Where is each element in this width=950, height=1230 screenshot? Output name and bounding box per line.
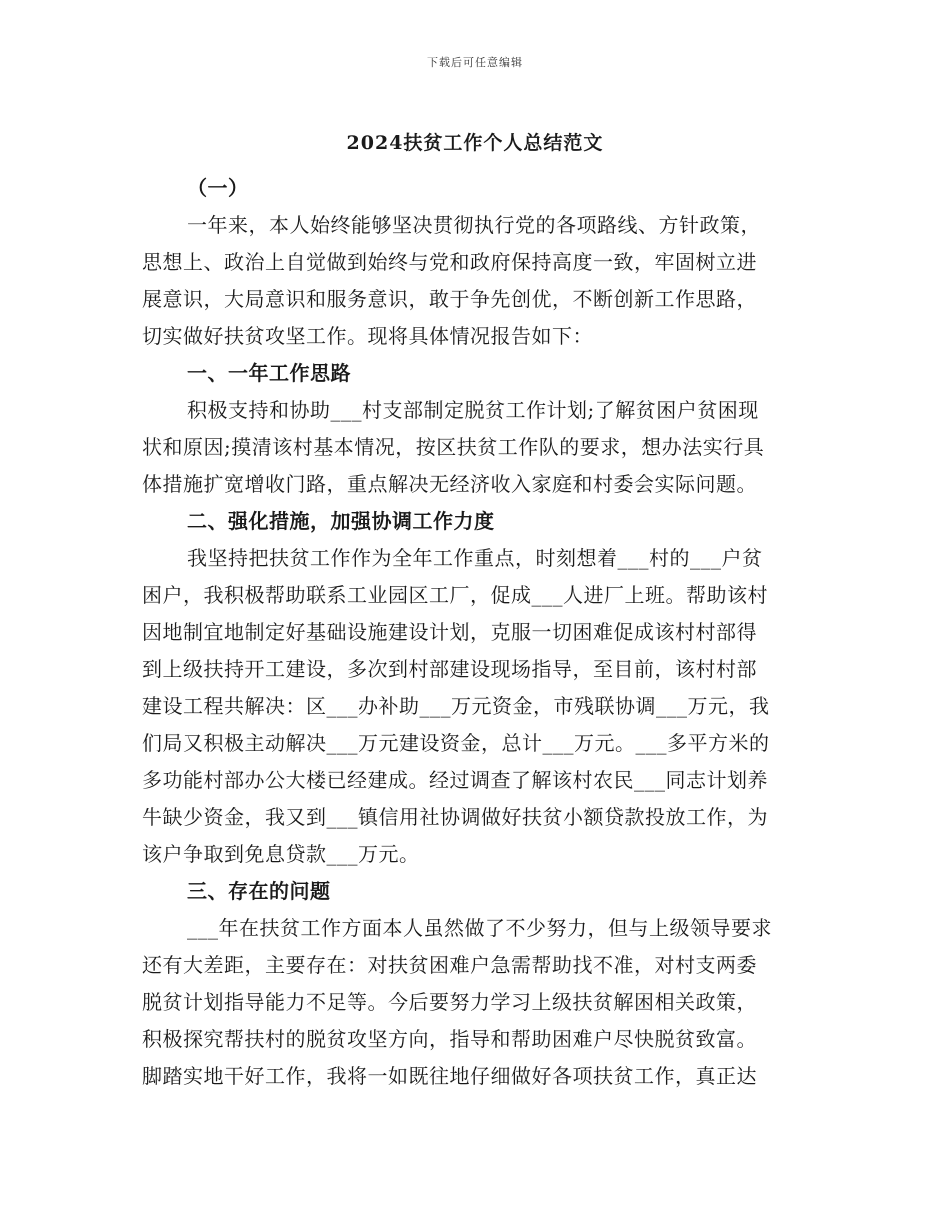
section-heading-2: 二、强化措施，加强协调工作力度 (187, 509, 495, 533)
paragraph-line: 展意识，大局意识和服务意识，敢于争先创优，不断创新工作思路， (142, 287, 757, 311)
paragraph-line: 积极支持和协助___村支部制定脱贫工作计划;了解贫困户贫困现 (187, 398, 759, 422)
paragraph-line: 多功能村部办公大楼已经建成。经过调查了解该村农民___同志计划养 (142, 768, 768, 792)
section-heading-one-paren: （一） (187, 176, 249, 200)
header-note: 下载后可任意编辑 (427, 56, 523, 69)
paragraph-line: 还有大差距，主要存在：对扶贫困难户急需帮助找不准，对村支两委 (142, 953, 757, 977)
section-heading-1: 一、一年工作思路 (187, 361, 351, 385)
paragraph-line: 体措施扩宽增收门路，重点解决无经济收入家庭和村委会实际问题。 (142, 472, 757, 496)
paragraph-line: 们局又积极主动解决___万元建设资金，总计___万元。___多平方米的 (142, 731, 770, 755)
paragraph-line: 思想上、政治上自觉做到始终与党和政府保持高度一致，牢固树立进 (142, 250, 757, 274)
document-title: 2024扶贫工作个人总结范文 (346, 132, 604, 154)
paragraph-line: 脱贫计划指导能力不足等。今后要努力学习上级扶贫解困相关政策， (142, 990, 757, 1014)
paragraph-line: 切实做好扶贫攻坚工作。现将具体情况报告如下： (142, 324, 593, 348)
document-body (142, 170, 812, 1095)
paragraph-line: 到上级扶持开工建设，多次到村部建设现场指导，至目前，该村村部 (142, 657, 757, 681)
paragraph-line: 因地制宜地制定好基础设施建设计划，克服一切困难促成该村村部得 (142, 620, 757, 644)
paragraph-line: 积极探究帮扶村的脱贫攻坚方向，指导和帮助困难户尽快脱贫致富。 (142, 1027, 757, 1051)
paragraph-line: 脚踏实地干好工作，我将一如既往地仔细做好各项扶贫工作，真正达 (142, 1064, 757, 1088)
paragraph-line: ___年在扶贫工作方面本人虽然做了不少努力，但与上级领导要求 (187, 916, 772, 940)
paragraph-line: 困户，我积极帮助联系工业园区工厂，促成___人进厂上班。帮助该村 (142, 583, 768, 607)
paragraph-line: 牛缺少资金，我又到___镇信用社协调做好扶贫小额贷款投放工作，为 (142, 805, 768, 829)
paragraph-line: 建设工程共解决：区___办补助___万元资金，市残联协调___万元，我 (142, 694, 770, 718)
paragraph-line: 我坚持把扶贫工作作为全年工作重点，时刻想着___村的___户贫 (187, 546, 763, 570)
paragraph-line: 该户争取到免息贷款___万元。 (142, 842, 420, 866)
section-heading-3: 三、存在的问题 (187, 879, 331, 903)
paragraph-line: 一年来，本人始终能够坚决贯彻执行党的各项路线、方针政策， (187, 213, 761, 237)
paragraph-line: 状和原因;摸清该村基本情况，按区扶贫工作队的要求，想办法实行具 (142, 435, 765, 459)
